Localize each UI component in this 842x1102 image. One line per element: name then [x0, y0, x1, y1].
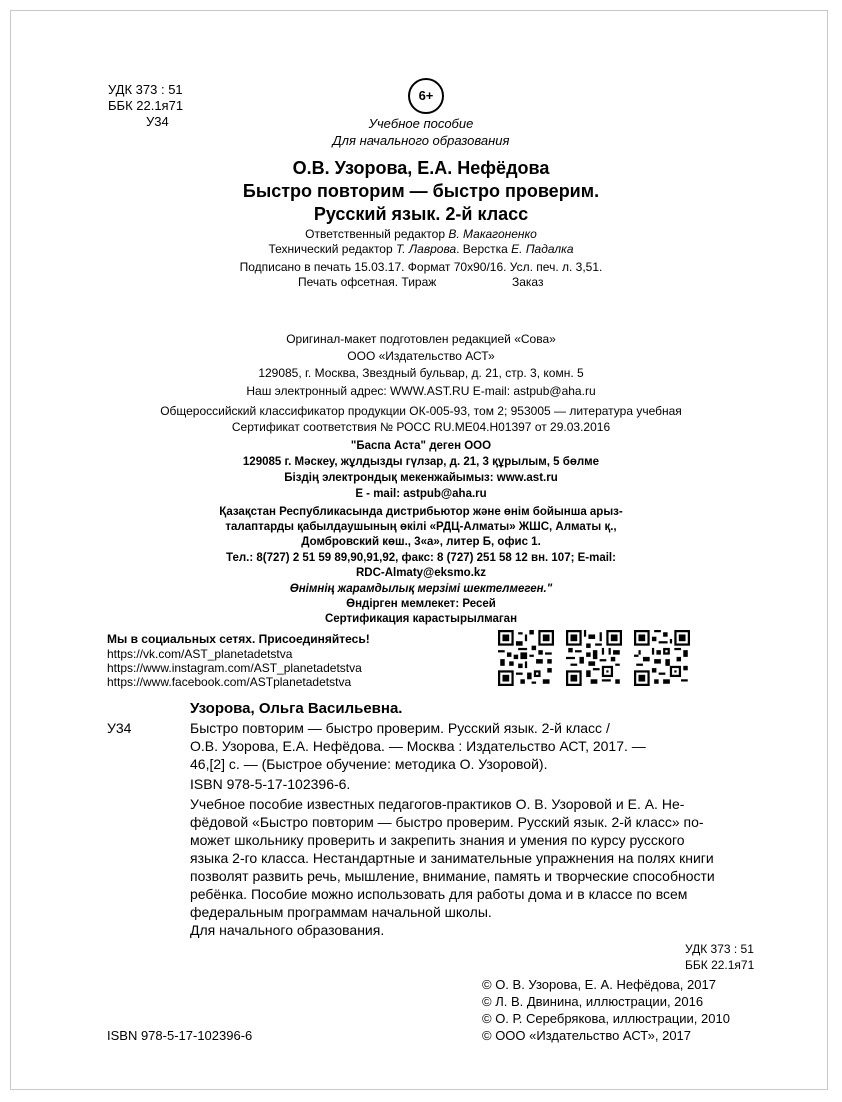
kz-line-10: Өнімнің жарамдылық мерзімі шектелмеген.": [289, 583, 553, 595]
bbk-code: ББК 22.1я71: [108, 98, 184, 113]
biblio-audience: Для начального образования.: [190, 922, 385, 938]
copyright-4: © ООО «Издательство АСТ», 2017: [482, 1028, 692, 1043]
kz-line-7: Домбровский көш., 3«а», литер Б, офис 1.: [301, 536, 541, 548]
biblio-author: Узорова, Ольга Васильевна.: [190, 700, 403, 717]
social-heading: Мы в социальных сетях. Присоединяйтесь!: [107, 632, 370, 646]
social-link-instagram[interactable]: https://www.instagram.com/AST_planetadetstva: [107, 661, 362, 675]
age-rating-badge: 6+: [408, 78, 444, 114]
tech-editor-name: Т. Лаврова: [396, 242, 457, 256]
print-info: Подписано в печать 15.03.17. Формат 70х90/16. Усл. печ. л. 3,51.: [239, 260, 603, 274]
kz-line-11: Өндірген мемлекет: Ресей: [346, 598, 496, 610]
footer-udk: УДК 373 : 51: [685, 942, 754, 956]
tech-credit: [100, 242, 742, 257]
copyright-1: © О. В. Узорова, Е. А. Нефёдова, 2017: [482, 977, 716, 992]
footer-bbk: ББК 22.1я71: [685, 958, 755, 972]
editor-credit: [100, 227, 742, 242]
footer-isbn: ISBN 978-5-17-102396-6: [107, 1028, 253, 1043]
udk-code: УДК 373 : 51: [108, 82, 183, 97]
tech-editor-label: Технический редактор: [268, 242, 393, 256]
social-link-vk[interactable]: https://vk.com/AST_planetadetstva: [107, 647, 293, 661]
publisher-contacts: Наш электронный адрес: WWW.AST.RU E-mail: astpub@aha.ru: [246, 384, 596, 398]
qr-code-vk-icon[interactable]: [498, 630, 554, 686]
kz-line-1: "Баспа Аста" деген ООО: [350, 440, 492, 452]
kz-line-12: Сертификация карастырылмаган: [324, 613, 518, 625]
annotation-line: федеральным программам начальной школы.: [190, 904, 492, 920]
social-link-facebook[interactable]: https://www.facebook.com/ASTplanetadetstva: [107, 675, 352, 689]
kz-line-8: Тел.: 8(727) 2 51 59 89,90,91,92, факс: 8 (727) 251 58 12 вн. 107; E-mail:: [226, 552, 616, 564]
author-mark: У34: [146, 114, 169, 129]
biblio-line-2: О.В. Узорова, Е.А. Нефёдова. — Москва : Издательство АСТ, 2017. —: [190, 738, 646, 754]
editor-label: Ответственный редактор: [305, 227, 446, 241]
annotation-line: позволят развить речь, мышление, внимание, память и творческие способности: [190, 868, 715, 884]
qr-code-facebook-icon[interactable]: [634, 630, 690, 686]
title-line-2: Русский язык. 2-й класс: [313, 204, 529, 224]
print-run: Печать офсетная. Тираж: [298, 275, 437, 289]
publisher-line-2: ООО «Издательство АСТ»: [347, 349, 495, 363]
kz-line-2: 129085 г. Мәскеу, жұлдызды гүлзар, д. 21, 3 құрылым, 5 бөлме: [242, 456, 600, 468]
biblio-code: У34: [107, 720, 132, 736]
layout-label: . Верстка: [456, 242, 508, 256]
kz-line-3: Біздің электрондық мекенжайымыз: www.ast.ru: [284, 472, 558, 484]
kz-line-4: E - mail: astpub@aha.ru: [355, 488, 487, 500]
kz-line-9: RDC-Almaty@eksmo.kz: [355, 567, 487, 579]
biblio-line-3: 46,[2] с. — (Быстрое обучение: методика О. Узоровой).: [190, 756, 548, 772]
publisher-address: 129085, г. Москва, Звездный бульвар, д. 21, стр. 3, комн. 5: [258, 366, 584, 380]
copyright-3: © О. Р. Серебрякова, иллюстрации, 2010: [482, 1011, 730, 1026]
kz-line-5: Қазақстан Республикасында дистрибьютор және өнім бойынша арыз-: [219, 506, 623, 518]
order-number: Заказ: [512, 275, 544, 289]
copyright-2: © Л. В. Двинина, иллюстрации, 2016: [482, 994, 704, 1009]
biblio-isbn: ISBN 978-5-17-102396-6.: [190, 776, 351, 792]
qr-code-instagram-icon[interactable]: [566, 630, 622, 686]
annotation-line: ребёнка. Пособие можно использовать для работы дома и в классе по всем: [190, 886, 688, 902]
annotation-line: может школьнику проверить и закрепить знания и умения по курсу русского: [190, 832, 685, 848]
layout-name: Е. Падалка: [511, 242, 574, 256]
publication-type: Учебное пособие: [368, 116, 474, 131]
annotation-line: фёдовой «Быстро повторим — быстро проверим. Русский язык. 2-й класс» по-: [190, 814, 704, 830]
annotation-line: языка 2-го класса. Нестандартные и занимательные упражнения на полях книги: [190, 850, 714, 866]
product-classifier: Общероссийский классификатор продукции ОК-005-93, том 2; 953005 — литература учебная: [160, 404, 682, 418]
editor-name: В. Макагоненко: [448, 227, 537, 241]
education-level: Для начального образования: [332, 133, 510, 148]
certificate: Сертификат соответствия № РОСС RU.ME04.H01397 от 29.03.2016: [231, 420, 611, 434]
title-line-1: Быстро повторим — быстро проверим.: [242, 181, 600, 201]
biblio-line-1: Быстро повторим — быстро проверим. Русский язык. 2-й класс /: [190, 720, 610, 736]
publisher-line-1: Оригинал-макет подготовлен редакцией «Сова»: [286, 332, 556, 346]
annotation: [190, 795, 740, 921]
annotation-line: Учебное пособие известных педагогов-практиков О. В. Узоровой и Е. А. Не-: [190, 796, 685, 812]
authors: О.В. Узорова, Е.А. Нефёдова: [292, 158, 550, 178]
kz-line-6: талаптарды қабылдаушының өкілі «РДЦ-Алматы» ЖШС, Алматы қ.,: [225, 521, 617, 533]
